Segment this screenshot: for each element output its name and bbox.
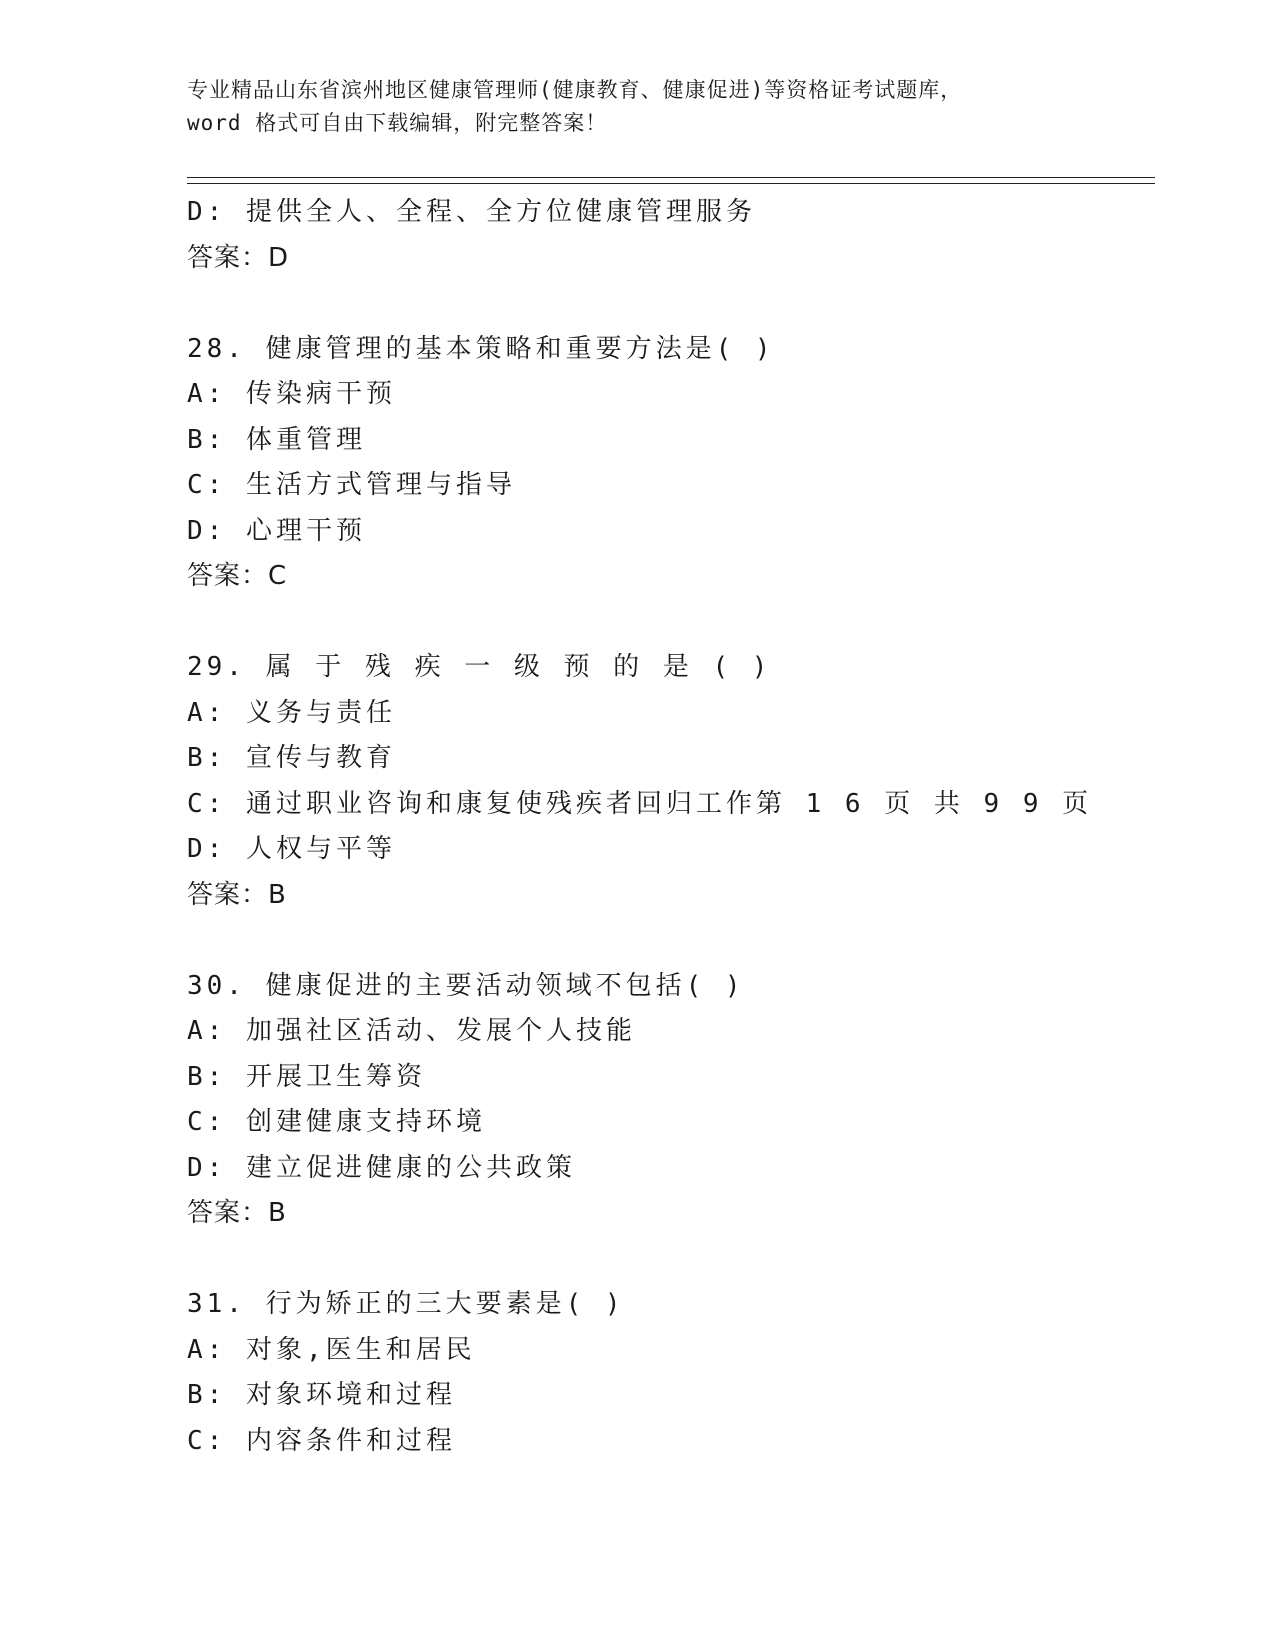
header-divider-top: [187, 177, 1155, 178]
question-30: [187, 964, 1147, 1237]
answer-line: 答案：D: [187, 242, 290, 273]
answer-line: 答案：B: [187, 1198, 287, 1228]
question-list: [187, 190, 1147, 1464]
header-title-line-2: word 格式可自由下载编辑，附完整答案！: [187, 111, 608, 135]
option-c: C: 内容条件和过程: [187, 1425, 456, 1456]
option-a: A: 义务与责任: [187, 697, 396, 728]
spacer: [187, 281, 1147, 327]
option-a: A: 加强社区活动、发展个人技能: [187, 1016, 636, 1046]
spacer: [187, 600, 1147, 646]
question-28: [187, 327, 1147, 600]
question-stem: 28. 健康管理的基本策略和重要方法是( ): [187, 333, 775, 364]
option-d: D: 建立促进健康的公共政策: [187, 1152, 576, 1183]
header-title-line-1: 专业精品山东省滨州地区健康管理师(健康教育、健康促进)等资格证考试题库，: [187, 78, 963, 102]
option-b: B: 对象环境和过程: [187, 1380, 456, 1410]
answer-line: 答案：B: [187, 879, 287, 910]
option-d: D: 提供全人、全程、全方位健康管理服务: [187, 197, 756, 227]
option-d: D: 人权与平等: [187, 834, 396, 864]
option-a: A: 对象,医生和居民: [187, 1334, 476, 1365]
option-a: A: 传染病干预: [187, 379, 396, 409]
answer-line: 答案：C: [187, 561, 288, 591]
previous-question-tail: [187, 190, 1147, 281]
option-d: D: 心理干预: [187, 515, 366, 546]
option-c: C: 创建健康支持环境: [187, 1107, 486, 1137]
question-stem: 29. 属 于 残 疾 一 级 预 的 是 ( ): [187, 652, 772, 682]
option-b: B: 开展卫生筹资: [187, 1061, 426, 1092]
question-29: [187, 645, 1147, 918]
question-31: [187, 1282, 1147, 1464]
option-c: C: 生活方式管理与指导: [187, 470, 516, 500]
spacer: [187, 1237, 1147, 1283]
option-b: B: 宣传与教育: [187, 743, 396, 773]
document-header: [187, 74, 1087, 140]
option-c: C: 通过职业咨询和康复使残疾者回归工作第 1 6 页 共 9 9 页: [187, 788, 1093, 819]
header-divider-bottom: [187, 183, 1155, 184]
option-b: B: 体重管理: [187, 424, 366, 455]
question-stem: 31. 行为矫正的三大要素是( ): [187, 1289, 625, 1319]
spacer: [187, 918, 1147, 964]
question-stem: 30. 健康促进的主要活动领域不包括( ): [187, 970, 745, 1001]
